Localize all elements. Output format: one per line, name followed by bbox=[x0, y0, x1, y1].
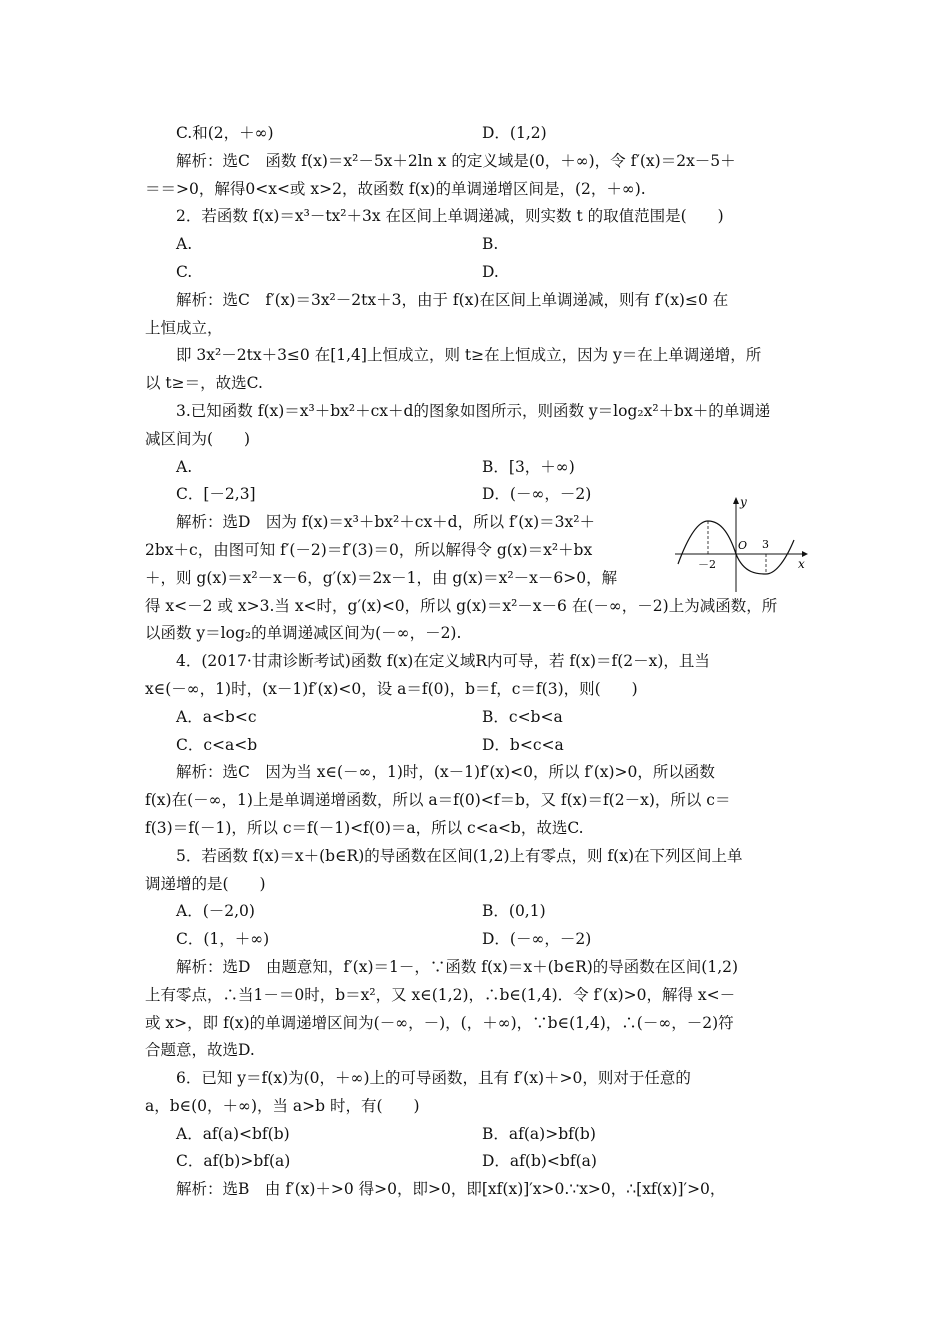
option-left: C. bbox=[176, 262, 193, 281]
option-left: C.和(2，＋∞) bbox=[176, 124, 274, 142]
text-line: 解析：选C f′(x)＝3x²－2tx＋3，由于 f(x)在区间上单调递减，则有 f′(x)≤0 在 bbox=[176, 290, 729, 309]
text-line: 或 x>，即 f(x)的单调递增区间为(－∞，－)，(，＋∞)，∵b∈(1,4)，∴(－∞，－2)符 bbox=[145, 1013, 734, 1032]
text-line: 解析：选C 函数 f(x)＝x²－5x＋2ln x 的定义域是(0，＋∞)，令 f′(x)＝2x－5＋ bbox=[176, 151, 736, 170]
tick-label-neg2: －2 bbox=[698, 558, 716, 571]
text-line: 2．若函数 f(x)＝x³－tx²＋3x 在区间上单调递减，则实数 t 的取值范围是( ) bbox=[176, 207, 724, 226]
text-line: 3.已知函数 f(x)＝x³＋bx²＋cx＋d的图象如图所示，则函数 y＝log₂x²＋bx＋的单调递 bbox=[176, 401, 771, 420]
text-line: 以函数 y＝log₂的单调递减区间为(－∞，－2). bbox=[145, 624, 462, 643]
option-right: B. bbox=[482, 235, 499, 254]
option-left: A. bbox=[176, 235, 193, 254]
option-left: C．[－2,3] bbox=[176, 485, 256, 504]
text-line: a，b∈(0，＋∞)，当 a>b 时，有( ) bbox=[145, 1096, 420, 1115]
text-line: 即 3x²－2tx＋3≤0 在[1,4]上恒成立，则 t≥在上恒成立，因为 y＝在上单调递增，所 bbox=[176, 346, 762, 365]
options-row bbox=[145, 259, 810, 287]
text-line: 上恒成立， bbox=[145, 318, 223, 337]
text-line: f(3)＝f(－1)，所以 c＝f(－1)<f(0)＝a，所以 c<a<b，故选C. bbox=[145, 818, 584, 837]
text-line: 以 t≥＝，故选C. bbox=[145, 374, 263, 393]
option-right: D．(1,2) bbox=[482, 124, 547, 142]
option-left: C．af(b)>bf(a) bbox=[176, 1152, 291, 1171]
text-line: ＋，则 g(x)＝x²－x－6，g′(x)＝2x－1，由 g(x)＝x²－x－6>0，解 bbox=[145, 568, 618, 587]
text-line: 解析：选B 由 f′(x)＋>0 得>0，即>0，即[xf(x)]′x>0.∵x>0，∴[xf(x)]′>0， bbox=[176, 1180, 726, 1199]
options-row bbox=[145, 1148, 810, 1176]
text-line: 6．已知 y＝f(x)为(0，＋∞)上的可导函数，且有 f′(x)＋>0，则对于任意的 bbox=[176, 1069, 691, 1088]
text-line: 得 x<－2 或 x>3.当 x<时，g′(x)<0，所以 g(x)＝x²－x－6 在(－∞，－2)上为减函数，所 bbox=[145, 596, 778, 615]
options-row bbox=[145, 120, 810, 148]
option-left: C．c<a<b bbox=[176, 735, 258, 754]
option-left: A．(－2,0) bbox=[176, 902, 255, 921]
option-right: D．(－∞，－2) bbox=[482, 485, 592, 504]
text-line: 调递增的是( ) bbox=[145, 874, 266, 893]
option-right: D．af(b)<bf(a) bbox=[482, 1152, 597, 1171]
text-line: x∈(－∞，1)时，(x－1)f′(x)<0，设 a＝f(0)，b＝f，c＝f(3)，则( ) bbox=[145, 679, 638, 698]
option-right: B．c<b<a bbox=[482, 707, 563, 726]
text-line: 减区间为( ) bbox=[145, 429, 251, 448]
origin-label: O bbox=[738, 539, 748, 552]
option-right: D．b<c<a bbox=[482, 735, 564, 754]
option-left: A. bbox=[176, 457, 193, 476]
text-lines bbox=[145, 120, 810, 1204]
option-left: A．af(a)<bf(b) bbox=[176, 1124, 290, 1143]
text-line: 解析：选D 由题意知，f′(x)＝1－，∵函数 f(x)＝x＋(b∈R)的导函数在区间(1,2) bbox=[176, 957, 739, 976]
options-row bbox=[145, 898, 810, 926]
options-row bbox=[145, 231, 810, 259]
options-row bbox=[145, 1121, 810, 1149]
x-axis-label: x bbox=[798, 557, 805, 571]
options-row bbox=[145, 926, 810, 954]
option-left: A．a<b<c bbox=[176, 707, 257, 726]
text-line: 4．(2017·甘肃诊断考试)函数 f(x)在定义域R内可导，若 f(x)＝f(2－x)，且当 bbox=[176, 652, 710, 671]
text-line: 2bx＋c，由图可知 f′(－2)＝f′(3)＝0，所以解得令 g(x)＝x²＋bx bbox=[145, 540, 593, 559]
option-right: D. bbox=[482, 262, 499, 281]
options-row bbox=[145, 704, 810, 732]
option-left: C．(1，＋∞) bbox=[176, 930, 270, 949]
text-line: 合题意，故选D. bbox=[145, 1041, 255, 1060]
options-row bbox=[145, 454, 810, 482]
cubic-graph bbox=[670, 496, 810, 596]
y-axis-arrow bbox=[733, 497, 739, 504]
option-right: D．(－∞，－2) bbox=[482, 930, 592, 949]
text-line: 5．若函数 f(x)＝x＋(b∈R)的导函数在区间(1,2)上有零点，则 f(x)在下列区间上单 bbox=[176, 846, 743, 865]
function-graph-figure bbox=[670, 496, 810, 600]
text-line: 上有零点，∴当1－＝0时，b＝x²，又 x∈(1,2)，∴b∈(1,4)．令 f′(x)>0，解得 x<－ bbox=[145, 985, 736, 1004]
option-right: B．af(a)>bf(b) bbox=[482, 1124, 596, 1143]
tick-label-3: 3 bbox=[762, 538, 769, 551]
y-axis-label: y bbox=[740, 496, 747, 509]
text-line: 解析：选C 因为当 x∈(－∞，1)时，(x－1)f′(x)<0，所以 f′(x)>0，所以函数 bbox=[176, 763, 715, 782]
text-line: ＝＝>0，解得0<x<或 x>2，故函数 f(x)的单调递增区间是，(2，＋∞). bbox=[145, 179, 646, 198]
option-right: B．(0,1) bbox=[482, 902, 546, 921]
option-right: B．[3，＋∞) bbox=[482, 457, 575, 476]
document-body bbox=[145, 120, 810, 1204]
text-line: 解析：选D 因为 f(x)＝x³＋bx²＋cx＋d，所以 f′(x)＝3x²＋ bbox=[176, 513, 595, 532]
text-line: f(x)在(－∞，1)上是单调递增函数，所以 a＝f(0)<f＝b，又 f(x)＝f(2－x)，所以 c＝ bbox=[145, 791, 731, 810]
options-row bbox=[145, 732, 810, 760]
